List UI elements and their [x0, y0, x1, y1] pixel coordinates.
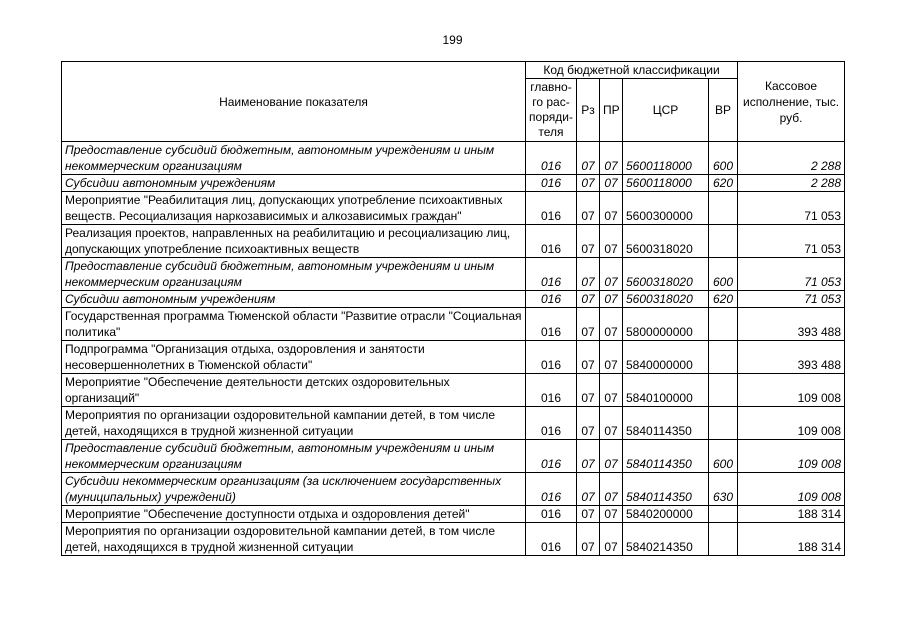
row-vr: [709, 308, 738, 341]
table-header: [62, 62, 845, 142]
table-body: [62, 142, 845, 556]
header-grbs: главно-го рас-поряди-теля: [526, 79, 577, 142]
row-csr: 5840200000: [623, 506, 709, 523]
row-grbs: 016: [526, 473, 577, 506]
row-pr: 07: [600, 192, 623, 225]
row-vr: [709, 341, 738, 374]
row-amount: 71 053: [738, 225, 845, 258]
row-amount: 71 053: [738, 291, 845, 308]
row-grbs: 016: [526, 225, 577, 258]
row-pr: 07: [600, 341, 623, 374]
row-amount: 188 314: [738, 523, 845, 556]
row-amount: 393 488: [738, 341, 845, 374]
header-budget-code: Код бюджетной классификации: [526, 62, 738, 79]
row-csr: 5840100000: [623, 374, 709, 407]
row-rz: 07: [577, 440, 600, 473]
header-name: Наименование показателя: [62, 62, 526, 142]
row-vr: 620: [709, 291, 738, 308]
row-name: Мероприятие "Обеспечение деятельности детских оздоровительных организаций": [62, 374, 526, 407]
row-grbs: 016: [526, 308, 577, 341]
row-rz: 07: [577, 258, 600, 291]
row-rz: 07: [577, 225, 600, 258]
row-rz: 07: [577, 374, 600, 407]
row-name: Мероприятия по организации оздоровительной кампании детей, в том числе детей, находящихся в трудной жизненной ситуации: [62, 407, 526, 440]
row-csr: 5840114350: [623, 440, 709, 473]
row-name: Государственная программа Тюменской области "Развитие отрасли "Социальная политика": [62, 308, 526, 341]
row-vr: [709, 192, 738, 225]
row-vr: 620: [709, 175, 738, 192]
row-rz: 07: [577, 308, 600, 341]
row-pr: 07: [600, 308, 623, 341]
row-amount: 71 053: [738, 258, 845, 291]
table-row: [62, 407, 845, 440]
row-vr: 600: [709, 258, 738, 291]
row-vr: [709, 374, 738, 407]
row-amount: 109 008: [738, 374, 845, 407]
page-number: 199: [442, 33, 463, 47]
row-name: Мероприятия по организации оздоровительной кампании детей, в том числе детей, находящихся в трудной жизненной ситуации: [62, 523, 526, 556]
row-rz: 07: [577, 341, 600, 374]
row-pr: 07: [600, 440, 623, 473]
table-row: [62, 523, 845, 556]
header-pr: ПР: [600, 79, 623, 142]
row-grbs: 016: [526, 407, 577, 440]
row-csr: 5600118000: [623, 142, 709, 175]
table-row: [62, 142, 845, 175]
row-grbs: 016: [526, 440, 577, 473]
row-vr: [709, 523, 738, 556]
row-name: Субсидии некоммерческим организациям (за исключением государственных (муниципальных) учреждений): [62, 473, 526, 506]
row-csr: 5840000000: [623, 341, 709, 374]
row-pr: 07: [600, 523, 623, 556]
row-rz: 07: [577, 192, 600, 225]
row-csr: 5600318020: [623, 291, 709, 308]
table-row: [62, 473, 845, 506]
row-grbs: 016: [526, 258, 577, 291]
header-rz: Рз: [577, 79, 600, 142]
row-pr: 07: [600, 374, 623, 407]
row-rz: 07: [577, 506, 600, 523]
table-row: [62, 291, 845, 308]
header-csr: ЦСР: [623, 79, 709, 142]
table-row: [62, 341, 845, 374]
row-grbs: 016: [526, 374, 577, 407]
row-pr: 07: [600, 291, 623, 308]
row-pr: 07: [600, 142, 623, 175]
row-csr: 5600300000: [623, 192, 709, 225]
row-rz: 07: [577, 142, 600, 175]
row-rz: 07: [577, 523, 600, 556]
row-amount: 393 488: [738, 308, 845, 341]
row-name: Предоставление субсидий бюджетным, автономным учреждениям и иным некоммерческим организациям: [62, 258, 526, 291]
row-vr: 630: [709, 473, 738, 506]
row-amount: 2 288: [738, 142, 845, 175]
row-amount: 71 053: [738, 192, 845, 225]
row-csr: 5600118000: [623, 175, 709, 192]
row-amount: 2 288: [738, 175, 845, 192]
table-row: [62, 192, 845, 225]
row-name: Мероприятие "Обеспечение доступности отдыха и оздоровления детей": [62, 506, 526, 523]
row-name: Субсидии автономным учреждениям: [62, 291, 526, 308]
row-csr: 5840114350: [623, 473, 709, 506]
row-amount: 109 008: [738, 407, 845, 440]
row-grbs: 016: [526, 175, 577, 192]
table-row: [62, 175, 845, 192]
row-amount: 109 008: [738, 440, 845, 473]
table-row: [62, 258, 845, 291]
row-rz: 07: [577, 473, 600, 506]
row-pr: 07: [600, 258, 623, 291]
row-grbs: 016: [526, 341, 577, 374]
row-grbs: 016: [526, 506, 577, 523]
row-vr: [709, 407, 738, 440]
row-grbs: 016: [526, 142, 577, 175]
row-name: Предоставление субсидий бюджетным, автономным учреждениям и иным некоммерческим организациям: [62, 440, 526, 473]
row-name: Мероприятие "Реабилитация лиц, допускающих употребление психоактивных веществ. Ресоциализация наркозависимых и алкозависимых граждан": [62, 192, 526, 225]
row-pr: 07: [600, 225, 623, 258]
row-pr: 07: [600, 175, 623, 192]
row-csr: 5840214350: [623, 523, 709, 556]
row-name: Предоставление субсидий бюджетным, автономным учреждениям и иным некоммерческим организациям: [62, 142, 526, 175]
row-csr: 5600318020: [623, 225, 709, 258]
header-vr: ВР: [709, 79, 738, 142]
row-vr: 600: [709, 142, 738, 175]
table-row: [62, 225, 845, 258]
row-rz: 07: [577, 291, 600, 308]
row-vr: [709, 506, 738, 523]
row-csr: 5600318020: [623, 258, 709, 291]
row-name: Подпрограмма "Организация отдыха, оздоровления и занятости несовершеннолетних в Тюменской области": [62, 341, 526, 374]
table-row: [62, 308, 845, 341]
row-grbs: 016: [526, 523, 577, 556]
row-name: Реализация проектов, направленных на реабилитацию и ресоциализацию лиц, допускающих употребление психоактивных веществ: [62, 225, 526, 258]
row-rz: 07: [577, 175, 600, 192]
row-grbs: 016: [526, 291, 577, 308]
row-amount: 109 008: [738, 473, 845, 506]
row-vr: [709, 225, 738, 258]
row-rz: 07: [577, 407, 600, 440]
row-pr: 07: [600, 407, 623, 440]
row-csr: 5800000000: [623, 308, 709, 341]
row-pr: 07: [600, 473, 623, 506]
header-amount: Кассовое исполнение, тыс. руб.: [738, 62, 845, 142]
row-csr: 5840114350: [623, 407, 709, 440]
table-row: [62, 440, 845, 473]
table-row: [62, 506, 845, 523]
row-grbs: 016: [526, 192, 577, 225]
row-amount: 188 314: [738, 506, 845, 523]
row-vr: 600: [709, 440, 738, 473]
table-row: [62, 374, 845, 407]
budget-table: [61, 61, 845, 556]
row-pr: 07: [600, 506, 623, 523]
row-name: Субсидии автономным учреждениям: [62, 175, 526, 192]
